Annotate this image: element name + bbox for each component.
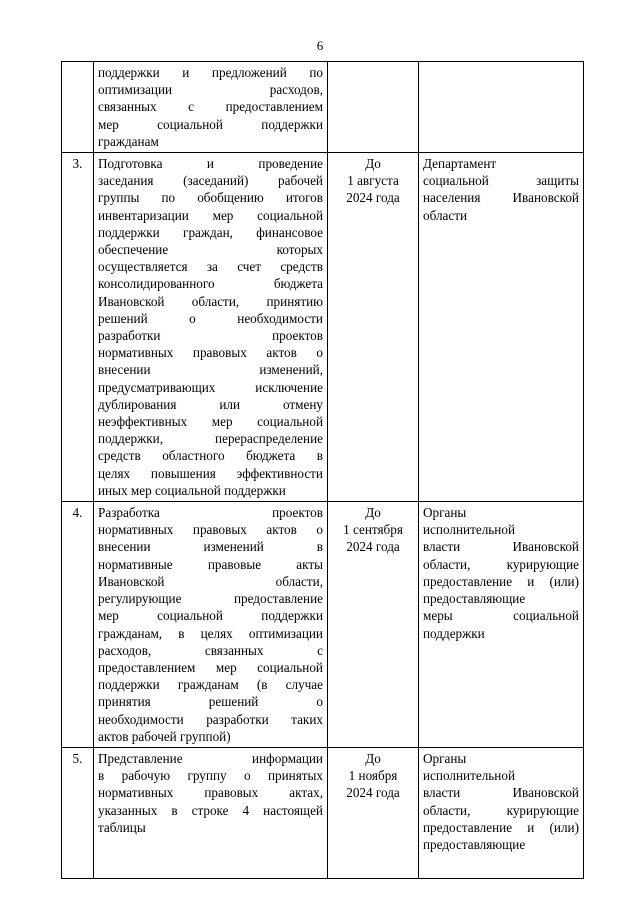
deadline-line: 2024 года xyxy=(346,190,400,206)
description-line: предусматривающих исключение xyxy=(98,379,323,395)
description-line: гражданам, в целях оптимизации xyxy=(98,625,323,641)
table-row xyxy=(62,62,584,153)
executor-line: предоставляющие xyxy=(423,591,526,607)
deadline-cell xyxy=(328,502,419,748)
description-line: поддержки гражданам (в случае xyxy=(98,677,323,693)
executor-line: области, курирующие xyxy=(423,556,579,572)
executor-line: предоставление и (или) xyxy=(423,573,579,589)
executor-cell xyxy=(419,153,584,502)
executor-line: Органы xyxy=(423,750,467,766)
description-line: нормативных правовых актах, xyxy=(98,785,323,801)
description-line: предоставлением мер социальной xyxy=(98,659,323,675)
row-number-cell xyxy=(62,747,94,878)
row-number-cell xyxy=(62,502,94,748)
executor-line: Департамент xyxy=(423,156,497,172)
row-number-cell xyxy=(62,62,94,153)
table-body xyxy=(62,62,584,879)
description-line: решений о необходимости xyxy=(98,310,323,326)
description-line: нормативные правовые акты xyxy=(98,556,323,572)
description-line: расходов, связанных с xyxy=(98,642,323,658)
deadline-line: 1 сентября xyxy=(343,522,403,538)
description-line: регулирующие предоставление xyxy=(98,591,323,607)
executor-line: власти Ивановской xyxy=(423,539,579,555)
description-line: осуществляется за счет средств xyxy=(98,259,323,275)
deadline-cell xyxy=(328,62,419,153)
deadline-line: До xyxy=(365,505,381,521)
action-description-cell xyxy=(94,747,328,878)
description-line: внесении изменений, xyxy=(98,362,323,378)
description-line: заседания (заседаний) рабочей xyxy=(98,173,323,189)
description-line: в рабочую группу о принятых xyxy=(98,768,323,784)
description-line: актов рабочей группой) xyxy=(98,728,231,744)
description-line: гражданам xyxy=(98,133,159,149)
description-line: внесении изменений в xyxy=(98,539,323,555)
executor-line: предоставление и (или) xyxy=(423,819,579,835)
deadline-line: 1 августа xyxy=(347,173,399,189)
executor-cell xyxy=(419,502,584,748)
deadline-cell xyxy=(328,153,419,502)
page-number: 6 xyxy=(316,38,324,53)
executor-line: области xyxy=(423,207,468,223)
executor-line: власти Ивановской xyxy=(423,785,579,801)
description-line: обеспечение которых xyxy=(98,242,323,258)
description-line: поддержки граждан, финансовое xyxy=(98,224,323,240)
deadline-line: 2024 года xyxy=(346,785,400,801)
description-line: поддержки и предложений по xyxy=(98,65,323,80)
executor-cell xyxy=(419,747,584,878)
table-row xyxy=(62,153,584,502)
deadline-line: 2024 года xyxy=(346,539,400,555)
description-line: Подготовка и проведение xyxy=(98,156,323,172)
row-number: 3. xyxy=(72,156,83,172)
executor-line: поддержки xyxy=(423,625,485,641)
executor-line: исполнительной xyxy=(423,768,516,784)
description-line: поддержки, перераспределение xyxy=(98,431,323,447)
row-number: 4. xyxy=(72,505,83,521)
table-row xyxy=(62,747,584,878)
executor-line: области, курирующие xyxy=(423,802,579,818)
action-description-cell xyxy=(94,153,328,502)
description-line: нормативных правовых актов о xyxy=(98,522,323,538)
description-line: указанных в строке 4 настоящей xyxy=(98,802,323,818)
description-line: разработки проектов xyxy=(98,328,323,344)
description-line: Ивановской области, xyxy=(98,573,323,589)
description-line: целях повышения эффективности xyxy=(98,465,323,481)
description-line: иных мер социальной поддержки xyxy=(98,482,286,498)
description-line: мер социальной поддержки xyxy=(98,116,323,132)
action-description-cell xyxy=(94,502,328,748)
deadline-line: До xyxy=(365,156,381,172)
executor-line: предоставляющие xyxy=(423,836,526,852)
action-description-cell xyxy=(94,62,328,153)
description-line: Разработка проектов xyxy=(98,505,323,521)
executor-line: меры социальной xyxy=(423,608,579,624)
table-row xyxy=(62,502,584,748)
description-line: инвентаризации мер социальной xyxy=(98,207,323,223)
executor-line: населения Ивановской xyxy=(423,190,579,206)
description-line: связанных с предоставлением xyxy=(98,99,323,115)
description-line: оптимизации расходов, xyxy=(98,82,323,98)
action-plan-table xyxy=(61,61,584,879)
description-line: нормативных правовых актов о xyxy=(98,345,323,361)
description-line: Ивановской области, принятию xyxy=(98,293,323,309)
description-line: принятия решений о xyxy=(98,694,323,710)
description-line: мер социальной поддержки xyxy=(98,608,323,624)
description-line: группы по обобщению итогов xyxy=(98,190,323,206)
description-line: неэффективных мер социальной xyxy=(98,414,323,430)
description-line: консолидированного бюджета xyxy=(98,276,323,292)
description-line: необходимости разработки таких xyxy=(98,711,323,727)
executor-line: социальной защиты xyxy=(423,173,579,189)
description-line: Представление информации xyxy=(98,750,323,766)
executor-cell xyxy=(419,62,584,153)
row-number: 5. xyxy=(72,750,83,766)
deadline-line: До xyxy=(365,750,381,766)
deadline-cell xyxy=(328,747,419,878)
executor-line: исполнительной xyxy=(423,522,516,538)
executor-line: Органы xyxy=(423,505,467,521)
description-line: средств областного бюджета в xyxy=(98,448,323,464)
deadline-line: 1 ноября xyxy=(348,768,398,784)
row-number-cell xyxy=(62,153,94,502)
description-line: дублирования или отмену xyxy=(98,396,323,412)
description-line: таблицы xyxy=(98,819,146,835)
